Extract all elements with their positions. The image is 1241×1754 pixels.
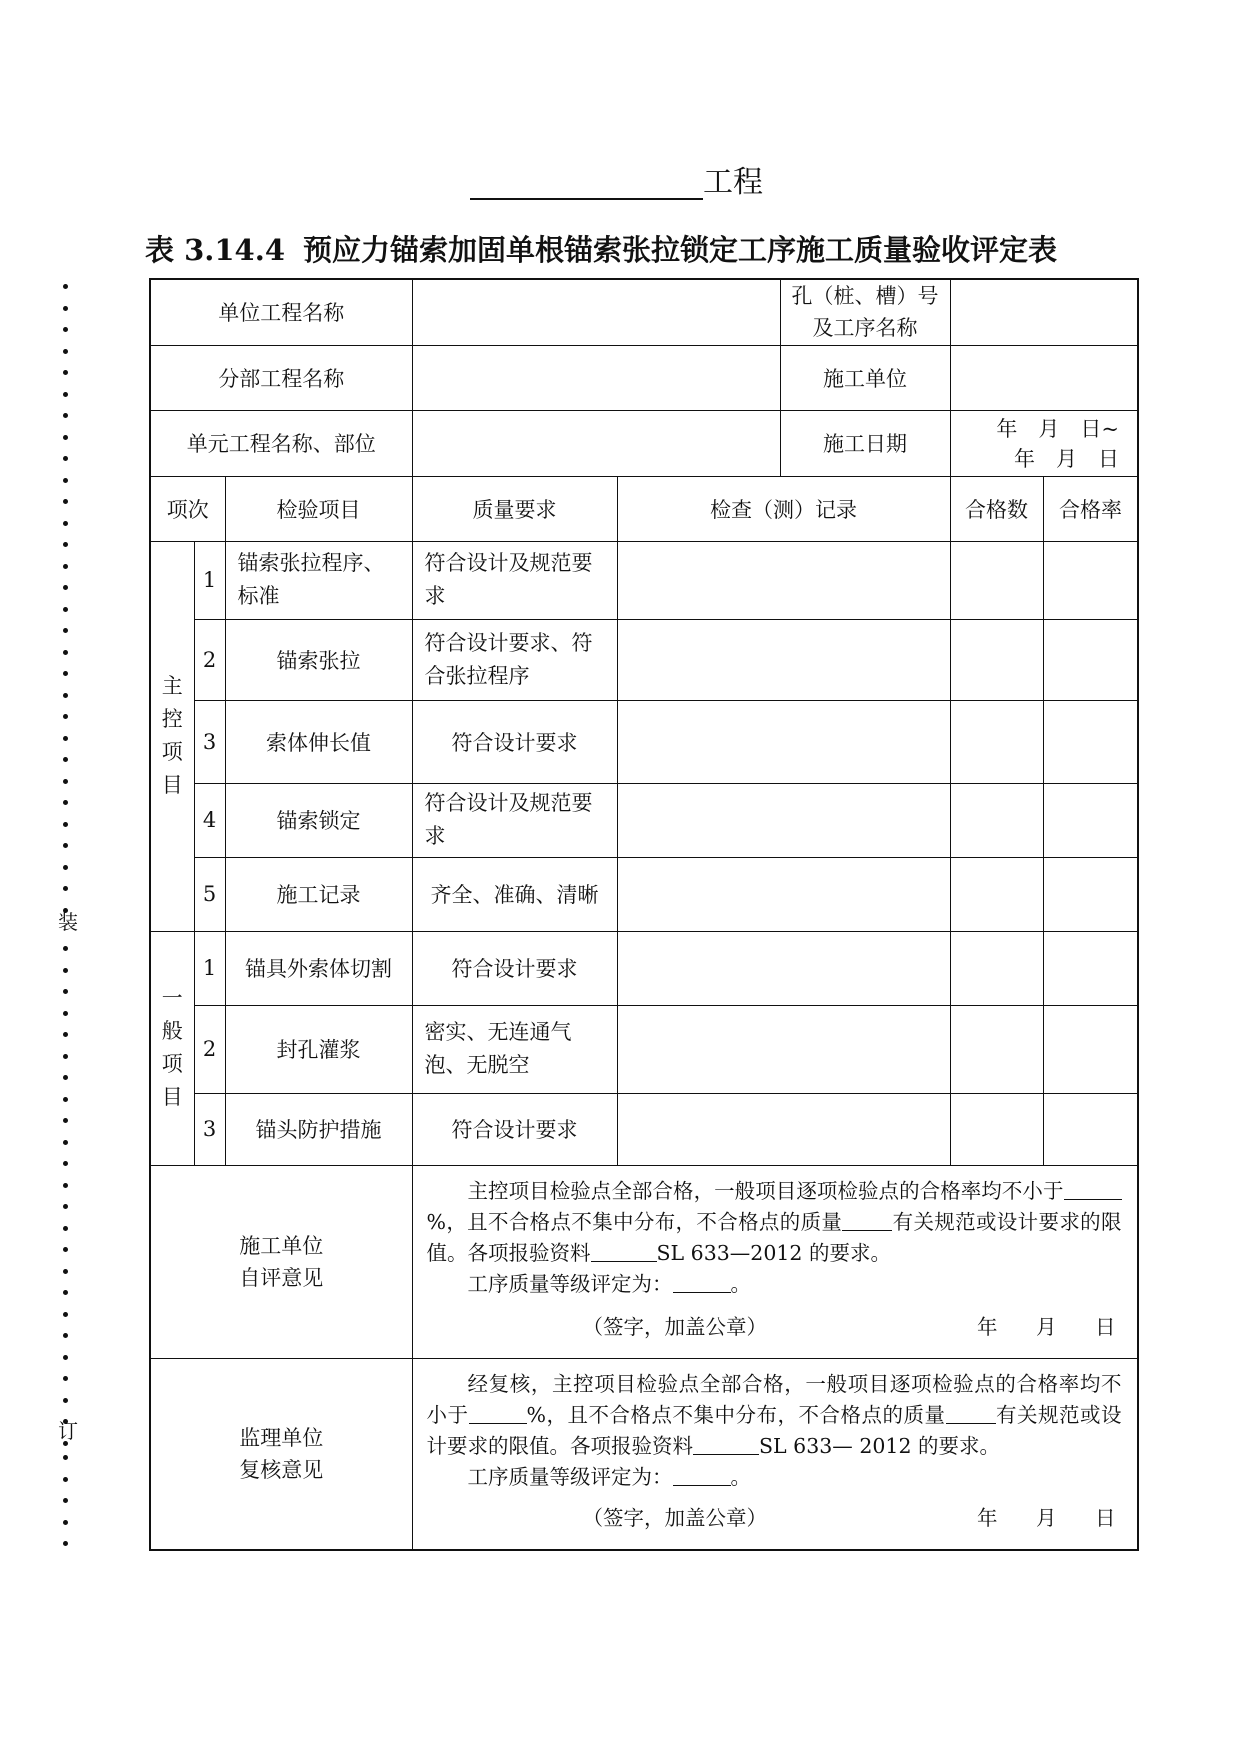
requirement: 符合设计要求 xyxy=(412,931,617,1005)
supervisor-sign-date: 年 月 日 xyxy=(976,1506,1116,1530)
project-name-blank[interactable] xyxy=(470,162,703,200)
pass-count-cell[interactable] xyxy=(950,1005,1043,1093)
evaluation-form xyxy=(149,278,1161,1551)
main-item-row xyxy=(150,700,1138,783)
contractor-opinion-text: 主控项目检验点全部合格，一般项目逐项检验点的合格率均不小于%，且不合格点不集中分布，不合格点的质量 有关规范或设计要求的限值。各项报验资料 SL 633—2012 的要求。 工序质量等级评定为： 。 xyxy=(426,1178,1122,1296)
col-pass-rate: 合格率 xyxy=(1043,476,1138,541)
info-row-unit xyxy=(150,279,1138,345)
element-label: 单元工程名称、部位 xyxy=(150,410,412,476)
record-cell[interactable] xyxy=(617,857,950,931)
check-item: 锚索张拉程序、标准 xyxy=(225,541,412,619)
pass-count-cell[interactable] xyxy=(950,857,1043,931)
requirement: 符合设计要求 xyxy=(412,700,617,783)
pass-rate-cell[interactable] xyxy=(1043,700,1138,783)
supervisor-opinion-row xyxy=(150,1358,1138,1550)
pass-rate-cell[interactable] xyxy=(1043,931,1138,1005)
supervisor-sign-line: （签字，加盖公章） xyxy=(582,1506,767,1530)
check-item: 索体伸长值 xyxy=(225,700,412,783)
date-field[interactable]: 年 月 日~ 年 月 日 xyxy=(950,410,1138,476)
requirement: 符合设计要求 xyxy=(412,1093,617,1165)
pass-count-cell[interactable] xyxy=(950,541,1043,619)
binding-dots-top xyxy=(63,284,68,929)
quality-blank[interactable] xyxy=(842,1209,892,1231)
table-number: 表 3.14.4 xyxy=(145,233,286,267)
unit-project-label: 单位工程名称 xyxy=(150,279,412,345)
item-no: 4 xyxy=(194,783,225,857)
record-cell[interactable] xyxy=(617,783,950,857)
record-cell[interactable] xyxy=(617,700,950,783)
pass-rate-blank[interactable] xyxy=(469,1402,527,1424)
item-no: 3 xyxy=(194,700,225,783)
quality-blank[interactable] xyxy=(946,1402,996,1424)
requirement: 齐全、准确、清晰 xyxy=(412,857,617,931)
division-label: 分部工程名称 xyxy=(150,345,412,410)
pass-count-cell[interactable] xyxy=(950,619,1043,700)
item-no: 5 xyxy=(194,857,225,931)
contractor-opinion-body[interactable] xyxy=(412,1165,1138,1358)
contractor-sign-line: （签字，加盖公章） xyxy=(582,1314,767,1339)
general-item-row xyxy=(150,931,1138,1005)
pass-rate-cell[interactable] xyxy=(1043,783,1138,857)
main-item-row xyxy=(150,541,1138,619)
item-no: 1 xyxy=(194,541,225,619)
documents-blank[interactable] xyxy=(591,1240,657,1262)
element-field[interactable] xyxy=(412,410,780,476)
item-no: 2 xyxy=(194,619,225,700)
col-item-no: 项次 xyxy=(150,476,225,541)
pass-count-cell[interactable] xyxy=(950,700,1043,783)
hole-label-line1: 孔（桩、槽）号 xyxy=(791,284,939,309)
record-cell[interactable] xyxy=(617,931,950,1005)
table-name: 预应力锚索加固单根锚索张拉锁定工序施工质量验收评定表 xyxy=(303,233,1058,267)
binding-mark-ding: 订 xyxy=(58,1419,78,1443)
general-item-row xyxy=(150,1005,1138,1093)
unit-project-field[interactable] xyxy=(412,279,780,345)
pass-count-cell[interactable] xyxy=(950,783,1043,857)
supervisor-opinion-body[interactable] xyxy=(412,1358,1138,1550)
binding-dots-bottom xyxy=(63,1455,68,1563)
pass-count-cell[interactable] xyxy=(950,931,1043,1005)
main-item-row xyxy=(150,857,1138,931)
contractor-opinion-label: 施工单位 自评意见 xyxy=(150,1165,412,1358)
info-row-element xyxy=(150,410,1138,476)
requirement: 密实、无连通气泡、无脱空 xyxy=(412,1005,617,1093)
hole-label-line2: 及工序名称 xyxy=(812,316,918,341)
record-cell[interactable] xyxy=(617,1005,950,1093)
grade-blank[interactable] xyxy=(673,1464,731,1486)
supervisor-opinion-text: 经复核，主控项目检验点全部合格，一般项目逐项检验点的合格率均不小于 %，且不合格点不集中分布，不合格点的质量 有关规范或设计要求的限值。各项报验资料 SL 633— 2012 的要求。 工序质量等级评定为： 。 xyxy=(426,1371,1122,1489)
date-label: 施工日期 xyxy=(780,410,950,476)
pass-rate-cell[interactable] xyxy=(1043,541,1138,619)
requirement: 符合设计要求、符合张拉程序 xyxy=(412,619,617,700)
main-item-row xyxy=(150,783,1138,857)
pass-rate-cell[interactable] xyxy=(1043,619,1138,700)
item-no: 3 xyxy=(194,1093,225,1165)
general-item-row xyxy=(150,1093,1138,1165)
item-no: 2 xyxy=(194,1005,225,1093)
pass-rate-cell[interactable] xyxy=(1043,857,1138,931)
check-item: 封孔灌浆 xyxy=(225,1005,412,1093)
record-cell[interactable] xyxy=(617,541,950,619)
grade-blank[interactable] xyxy=(673,1271,731,1293)
requirement: 符合设计及规范要求 xyxy=(412,783,617,857)
record-cell[interactable] xyxy=(617,1093,950,1165)
info-row-division xyxy=(150,345,1138,410)
column-header-row xyxy=(150,476,1138,541)
contractor-label: 施工单位 xyxy=(780,345,950,410)
binding-mark-zhuang: 装 xyxy=(58,910,78,934)
division-field[interactable] xyxy=(412,345,780,410)
project-title xyxy=(470,158,763,200)
check-item: 锚头防护措施 xyxy=(225,1093,412,1165)
general-items-group-label: 一 般 项 目 xyxy=(150,931,194,1165)
col-requirement: 质量要求 xyxy=(412,476,617,541)
main-item-row xyxy=(150,619,1138,700)
col-record: 检查（测）记录 xyxy=(617,476,950,541)
table-title xyxy=(145,224,1135,267)
check-item: 锚具外索体切割 xyxy=(225,931,412,1005)
pass-rate-blank[interactable] xyxy=(1064,1178,1122,1200)
contractor-opinion-row xyxy=(150,1165,1138,1358)
col-check-item: 检验项目 xyxy=(225,476,412,541)
pass-count-cell[interactable] xyxy=(950,1093,1043,1165)
binding-margin xyxy=(58,0,78,1754)
record-cell[interactable] xyxy=(617,619,950,700)
pass-rate-cell[interactable] xyxy=(1043,1093,1138,1165)
project-suffix: 工程 xyxy=(703,165,763,200)
check-item: 锚索锁定 xyxy=(225,783,412,857)
contractor-sign-date: 年 月 日 xyxy=(976,1314,1116,1339)
requirement: 符合设计及规范要求 xyxy=(412,541,617,619)
main-items-group-label: 主 控 项 目 xyxy=(150,541,194,931)
pass-rate-cell[interactable] xyxy=(1043,1005,1138,1093)
hole-process-field[interactable] xyxy=(950,279,1138,345)
item-no: 1 xyxy=(194,931,225,1005)
binding-dots-middle xyxy=(63,946,68,1462)
col-pass-count: 合格数 xyxy=(950,476,1043,541)
check-item: 锚索张拉 xyxy=(225,619,412,700)
hole-process-label xyxy=(780,279,950,345)
documents-blank[interactable] xyxy=(693,1433,759,1455)
check-item: 施工记录 xyxy=(225,857,412,931)
contractor-field[interactable] xyxy=(950,345,1138,410)
supervisor-opinion-label: 监理单位 复核意见 xyxy=(150,1358,412,1550)
